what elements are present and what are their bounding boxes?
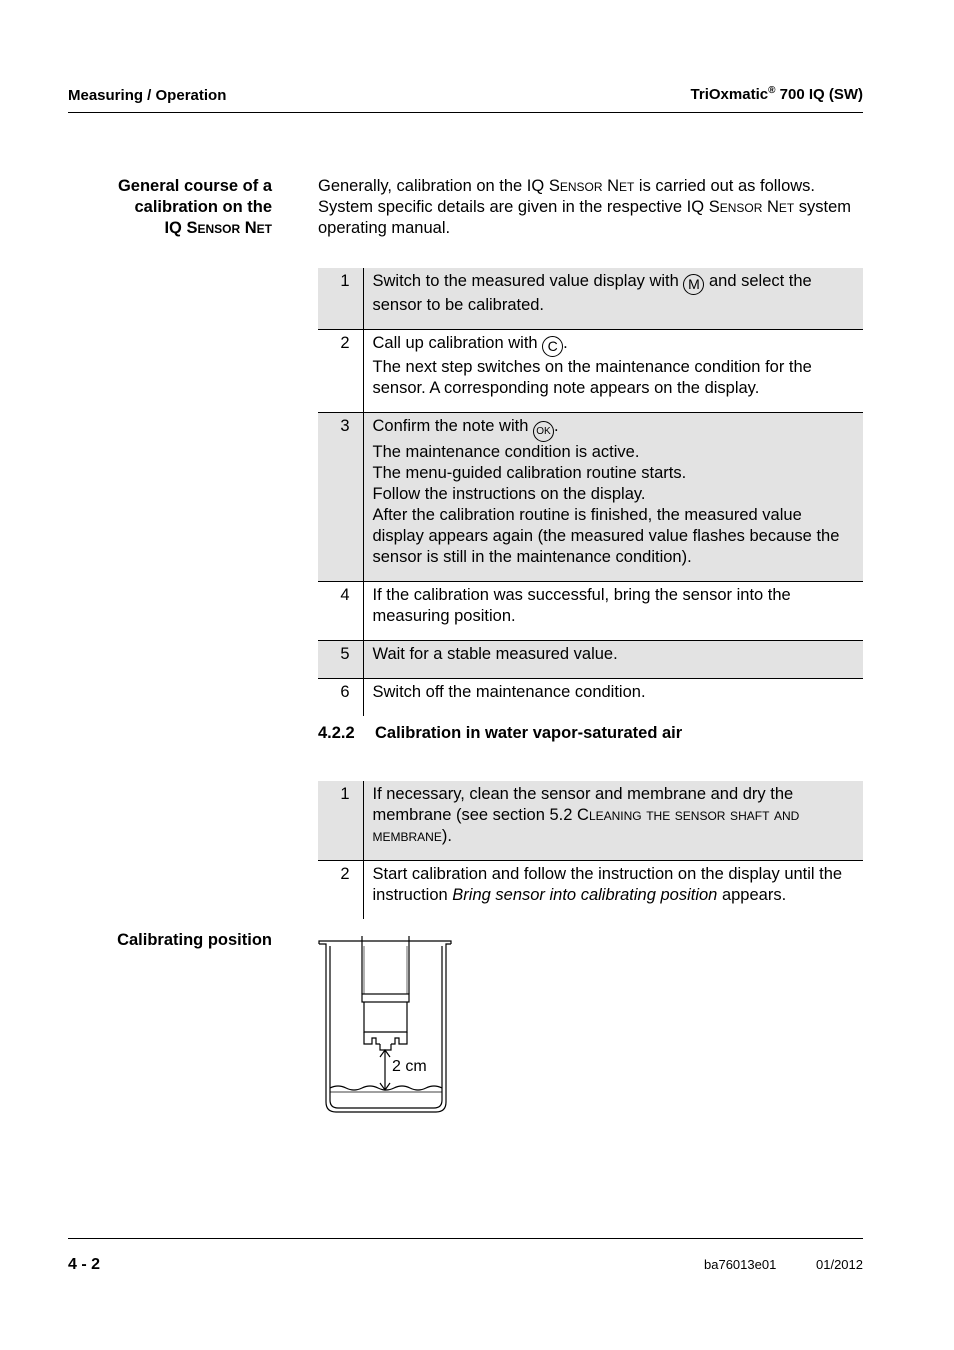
vapor-calibration-steps-table	[318, 781, 863, 919]
m-key-icon: M	[683, 274, 704, 295]
footer-divider	[68, 1238, 863, 1239]
intro-paragraph: Generally, calibration on the IQ Sensor Net is carried out as follows. System specific details are given in the respective IQ Sensor Net system operating manual.	[318, 177, 852, 237]
document-id: ba76013e01	[704, 1257, 777, 1272]
table-row: 1 Switch to the measured value display with M and select the sensor to be calibrated.	[318, 268, 863, 330]
table-row: 3 Confirm the note with OK . The maintenance condition is active. The menu-guided calibration routine starts. Follow the instructions on the display. After the calibration routine is finished, the measured value display appears again (the measured value flashes because the sensor is still in the maintenance condition).	[318, 413, 863, 582]
c-key-icon: C	[542, 336, 563, 357]
margin-heading-calibrating-position: Calibrating position	[117, 931, 272, 949]
calibration-beaker-figure	[316, 932, 456, 1117]
table-row: 2 Start calibration and follow the instruction on the display until the instruction Bring sensor into calibrating position appears.	[318, 861, 863, 920]
table-row: 6 Switch off the maintenance condition.	[318, 679, 863, 717]
margin-heading-general-course: General course of a calibration on the IQ Sensor Net	[117, 177, 272, 237]
table-row: 2 Call up calibration with C . The next step switches on the maintenance condition for the sensor. A corresponding note appears on the display.	[318, 330, 863, 413]
section-heading: 4.2.2 Calibration in water vapor-saturated air	[318, 724, 683, 742]
distance-label: 2 cm	[392, 1058, 427, 1075]
cross-reference: Cleaning the sensor shaft and membrane	[372, 806, 800, 845]
table-row: 4 If the calibration was successful, bring the sensor into the measuring position.	[318, 582, 863, 641]
table-row: 5 Wait for a stable measured value.	[318, 641, 863, 679]
ok-key-icon: OK	[533, 421, 554, 442]
running-header-product: TriOxmatic® 700 IQ (SW)	[690, 85, 863, 103]
document-date: 01/2012	[816, 1257, 863, 1272]
page-number: 4 - 2	[68, 1256, 101, 1273]
running-header-section: Measuring / Operation	[68, 87, 227, 104]
header-divider	[68, 112, 863, 113]
table-row: 1 If necessary, clean the sensor and membrane and dry the membrane (see section 5.2 Cleaning the sensor shaft and membrane).	[318, 781, 863, 861]
calibration-steps-table	[318, 268, 863, 716]
